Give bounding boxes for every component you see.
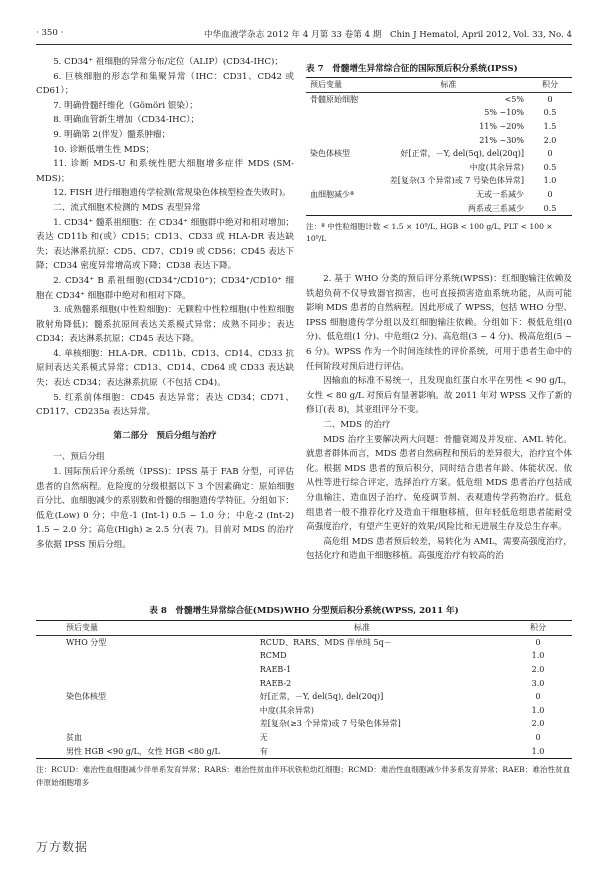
row-variable [36,649,224,663]
table-7 [306,62,572,246]
section-heading: 二、流式细胞术检测的 MDS 表型异常 [53,202,201,213]
row-criterion: 两系或三系减少 [468,203,524,213]
column-header: 预后变量 [36,621,224,636]
row-variable: WHO 分型 [66,637,107,647]
table-row [36,663,572,677]
list-item: 1. CD34⁺ 髓系祖细胞：在 CD34⁺ 细胞群中绝对和相对增加；表达 CD11b 和(或）CD15；CD13、CD33 或 HLA-DR 表达缺失；表达淋系抗原：CD5、CD7、CD19 或 CD56；CD45 表达下降；CD34 密度异常增高或下降；CD38 表达下降。 [36,217,294,272]
list-item: 5. 红系前体细胞：CD45 表达异常；表达 CD34；CD71、CD117、CD235a 表达异常。 [36,392,294,418]
row-variable [306,106,369,120]
row-score: 1.0 [531,651,545,661]
body-paragraph: 高危组 MDS 患者预后较差，易转化为 AML，需要高强度治疗，包括化疗和造血干细胞移植。高强度治疗有较高的治 [306,536,572,562]
table-note: 注：RCUD：难治性血细胞减少伴单系发育异常；RARS：难治性贫血伴环状铁粒幼红细胞；RCMD：难治性血细胞减少伴多系发育异常；RAEB：难治性贫血伴原始细胞增多 [36,764,571,787]
body-paragraph: 2. 基于 WHO 分类的预后评分系统(WPSS)：红细胞输注依赖及铁超负荷不仅导致器官损害，也可直接损害造血系统功能，从而可能影响 MDS 患者的自然病程。因此形成了 WPSS，包括 WHO 分型、IPSS 细胞遗传学分组以及红细胞输注依赖。分组如下：极低危组(0 分)、低危组(1 分)、中危组(2 分)、高危组(3 ~ 4 分)、极高危组(5 ~ 6 分)。WPSS 作为一个时间连续性的评价系统，可用于患者生命中的任何阶段对预后进行评估。 [306,274,572,372]
table-row [36,690,572,704]
header-rule [36,44,572,45]
row-score: 1.0 [531,705,545,715]
list-item: 6. 巨核细胞的形态学和集聚异常（IHC：CD31、CD42 或 CD61）； [36,71,294,97]
section-heading: 一、预后分组 [53,452,105,463]
body-paragraph: 1. 国际预后评分系统（IPSS)：IPSS 基于 FAB 分型，可评估患者的自然病程。危险度的分级根据以下 3 个因素确定：原始细胞百分比、血细胞减少的系别数和骨髓的细胞遗传学特征。分组如下：低危(Low) 0 分；中危-1 (Int-1) 0.5 ~ 1.0 分；中危-2 (Int-2) 1.5 ~ 2.0 分；高危(High) ≥ 2.5 分(表 7)。目前对 MDS 的治疗多依据 IPSS 预后分组。 [36,467,294,550]
column-header: 标准 [369,78,528,93]
row-criterion: RAEB-1 [259,665,292,675]
table-row [36,635,572,649]
list-item: 12. FISH 进行细胞遗传学检测(常规染色体核型检查失败时)。 [53,188,291,199]
list-item: 3. 成熟髓系细胞(中性粒细胞)：无颗粒中性粒细胞(中性粒细胞散射角降低)；髓系抗原间表达关系模式异常；成熟不同步；表达 CD34；表达淋系抗原；CD45 表达下降。 [36,305,294,345]
table-row [306,133,572,147]
row-variable [306,133,369,147]
row-criterion: RCMD [259,651,287,661]
row-variable: 染色体核型 [310,149,350,159]
list-item: 10. 诊断低增生性 MDS； [53,144,155,155]
row-variable [36,704,224,718]
column-header: 积分 [504,621,572,636]
row-score: 0 [547,190,553,200]
table-caption: 表 8 骨髓增生异常综合征(MDS)WHO 分型预后积分系统(WPSS, 2011 年) [149,606,459,616]
row-variable [306,174,369,188]
row-variable [306,201,369,215]
table-8 [36,604,572,789]
row-criterion: 好[正常，－Y, del(5q), del(20q)] [259,692,384,702]
body-paragraph: MDS 治疗主要解决两大问题：骨髓衰竭及并发症、AML 转化。就患者群体而言，MDS 患者自然病程和预后的差异很大，治疗宜个体化。根据 MDS 患者的预后积分，同时结合患者年龄、体能状况、依从性等进行综合评定，选择治疗方案。低危组 MDS 患者治疗包括成分血输注、造血因子治疗、免疫调节剂、表观遗传学药物治疗。低危组患者一般不推荐化疗及造血干细胞移植，但年轻低危组患者能耐受高强度治疗，有望产生更好的效果/风险比和无进展生存及总生存率。 [306,434,572,533]
watermark: 万方数据 [36,840,89,854]
row-criterion: 差[复杂(≥3 个异常)或 7 号染色体异常] [259,719,401,729]
row-score: 1.5 [543,122,557,132]
row-score: 0.5 [543,108,557,118]
row-score: 0.5 [543,162,557,172]
column-header: 积分 [528,78,572,93]
left-column [36,55,294,553]
table-row [306,106,572,120]
table-row [306,201,572,215]
table-row [306,92,572,106]
right-column [306,272,572,564]
row-criterion: 差[复杂(3 个异常)或 7 号染色体异常] [389,176,524,186]
row-criterion: 有 [259,746,268,756]
body-paragraph: 因输血的标准不易统一，且发现血红蛋白水平在男性 < 90 g/L，女性 < 80 g/L 对预后有显著影响。故 2011 年对 WPSS 又作了新的修订(表 8)，其亚组评分不变。 [306,376,572,416]
row-criterion: RCUD、RARS、MDS 伴单纯 5q－ [259,637,392,647]
list-item: 4. 单核细胞：HLA-DR、CD11b、CD13、CD14、CD33 抗原间表达关系模式异常；CD13、CD14、CD64 或 CD33 表达缺失；表达 CD34；表达淋系抗原（不包括 CD4)。 [36,348,294,389]
row-variable [36,676,224,690]
row-criterion: 11% ~20% [479,122,524,132]
table-caption: 表 7 骨髓增生异常综合征的国际预后积分系统(IPSS) [306,64,518,74]
running-header [36,26,572,42]
row-criterion: 好[正常，－Y, del(5q), del(20q)] [400,149,524,159]
row-score: 2.0 [531,719,545,729]
row-variable: 染色体核型 [66,692,106,702]
row-score: 2.0 [531,665,545,675]
row-criterion: <5% [504,94,524,104]
list-item: 2. CD34⁺ B 系祖细胞(CD34⁺/CD10⁺)；CD34⁺/CD10⁺ 细胞在 CD34⁺ 细胞群中绝对和相对下降。 [36,275,294,301]
row-score: 0 [547,149,553,159]
table-row [36,744,572,758]
part-title: 第二部分 预后分组与治疗 [113,430,217,441]
row-score: 0.5 [543,203,557,213]
table-row [306,174,572,188]
column-header: 预后变量 [306,78,369,93]
row-score: 3.0 [531,678,545,688]
ipss-table [306,77,572,216]
table-row [36,649,572,663]
row-criterion: 中度(其余异常) [259,705,315,715]
wpss-table [36,620,572,759]
row-variable [36,717,224,731]
row-variable: 骨髓原始细胞 [310,94,358,104]
row-criterion: 21% ~30% [479,135,524,145]
row-score: 1.0 [531,746,545,756]
table-row [306,188,572,202]
table-row [36,676,572,690]
column-header: 标准 [224,621,504,636]
row-criterion: 无 [259,733,268,743]
journal-citation: 中华血液学杂志 2012 年 4 月第 33 卷第 4 期 Chin J Hematol, April 2012, Vol. 33, No. 4 [204,30,572,40]
list-item: 9. 明确第 2(伴发）髓系肿瘤； [53,129,171,140]
list-item: 7. 明确骨髓纤维化（Gömöri 银染）； [53,100,198,111]
row-score: 0 [535,637,541,647]
page-number: · 350 · [36,28,64,38]
row-criterion: RAEB-2 [259,678,292,688]
list-item: 11. 诊断 MDS-U 和系统性肥大细胞增多症伴 MDS (SM-MDS)； [36,159,294,184]
row-score: 0 [535,733,541,743]
table-row [306,120,572,134]
table-row [36,717,572,731]
row-variable: 男性 HGB <90 g/L，女性 HGB <80 g/L [66,746,220,756]
table-row [306,161,572,175]
list-item: 8. 明确血管新生增加（CD34-IHC）； [53,115,200,126]
row-score: 0 [547,94,553,104]
row-score: 1.0 [543,176,557,186]
table-row [36,704,572,718]
table-row [36,731,572,745]
row-variable [306,120,369,134]
row-variable: 血细胞减少ª [310,190,354,200]
table-row [306,147,572,161]
row-variable [36,663,224,677]
list-item: 5. CD34⁺ 祖细胞的异常分布/定位（ALIP）(CD34-IHC)； [53,57,283,67]
row-score: 0 [535,692,541,702]
row-score: 2.0 [543,135,557,145]
section-heading: 二、MDS 的治疗 [323,419,391,430]
row-criterion: 无或一系减少 [476,190,524,200]
table-note: 注：ª 中性粒细胞计数 < 1.5 × 10⁹/L, HGB < 100 g/L, PLT < 100 × 10⁹/L [306,221,553,244]
row-variable: 贫血 [66,733,82,743]
row-criterion: 5% ~10% [484,108,524,118]
row-variable [306,161,369,175]
row-criterion: 中度(其余异常) [469,162,524,172]
